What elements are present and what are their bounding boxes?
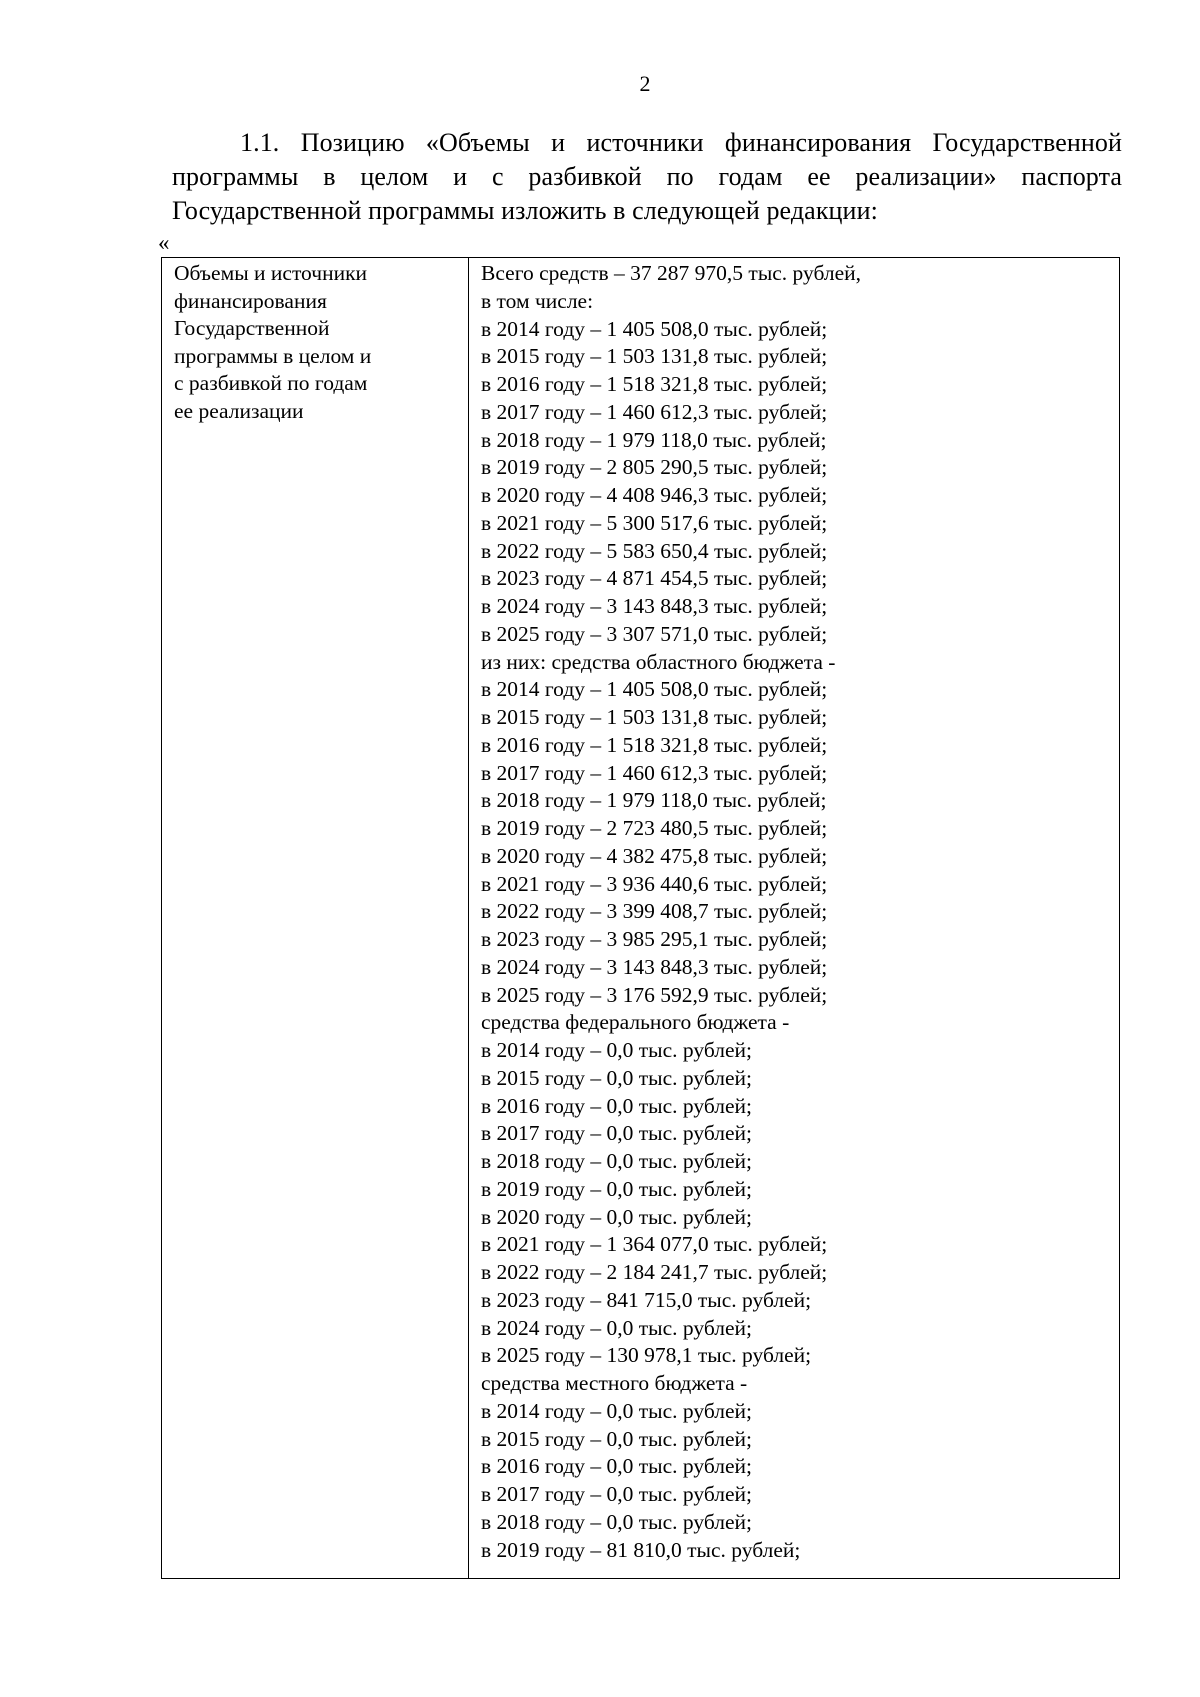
- value-line: Всего средств – 37 287 970,5 тыс. рублей,: [481, 261, 862, 285]
- value-line: в 2023 году – 3 985 295,1 тыс. рублей;: [481, 927, 828, 951]
- value-line: в 2021 году – 5 300 517,6 тыс. рублей;: [481, 510, 828, 535]
- intro-paragraph: 1.1. Позицию «Объемы и источники финансирования Государственной программы в целом и с разбивкой по годам ее реализации» паспорта Государственной программы изложить в следующей редакции:: [172, 128, 1122, 225]
- value-line: в 2022 году – 2 184 241,7 тыс. рублей;: [481, 1260, 828, 1284]
- value-line: в 2017 году – 0,0 тыс. рублей;: [481, 1482, 752, 1506]
- label-line: Объемы и источники: [174, 261, 368, 285]
- value-line: в 2016 году – 1 518 321,8 тыс. рублей;: [481, 732, 828, 757]
- value-line: в том числе:: [481, 288, 594, 313]
- value-line: в 2014 году – 1 405 508,0 тыс. рублей;: [481, 677, 828, 702]
- value-line: в 2021 году – 3 936 440,6 тыс. рублей;: [481, 871, 828, 896]
- value-line: в 2025 году – 130 978,1 тыс. рублей;: [481, 1343, 812, 1368]
- value-line: в 2022 году – 5 583 650,4 тыс. рублей;: [481, 538, 828, 563]
- value-line: в 2014 году – 0,0 тыс. рублей;: [481, 1398, 752, 1423]
- value-line: в 2020 году – 4 382 475,8 тыс. рублей;: [481, 843, 828, 868]
- value-line: в 2018 году – 1 979 118,0 тыс. рублей;: [481, 427, 827, 452]
- value-line: в 2017 году – 1 460 612,3 тыс. рублей;: [481, 399, 828, 424]
- value-line: средства местного бюджета -: [481, 1371, 748, 1395]
- label-line: программы в целом и: [174, 343, 372, 368]
- value-line: в 2014 году – 1 405 508,0 тыс. рублей;: [481, 316, 828, 341]
- value-line: в 2018 году – 0,0 тыс. рублей;: [481, 1149, 752, 1173]
- value-line: в 2016 году – 1 518 321,8 тыс. рублей;: [481, 372, 828, 396]
- value-line: в 2024 году – 3 143 848,3 тыс. рублей;: [481, 954, 828, 979]
- value-line: в 2024 году – 3 143 848,3 тыс. рублей;: [481, 594, 828, 618]
- value-line: в 2025 году – 3 307 571,0 тыс. рублей;: [481, 621, 828, 646]
- value-line: в 2015 году – 0,0 тыс. рублей;: [481, 1426, 752, 1451]
- value-line: в 2014 году – 0,0 тыс. рублей;: [481, 1038, 752, 1062]
- value-line: в 2018 году – 0,0 тыс. рублей;: [481, 1509, 752, 1534]
- value-line: в 2023 году – 4 871 454,5 тыс. рублей;: [481, 566, 828, 591]
- value-line: в 2019 году – 2 805 290,5 тыс. рублей;: [481, 455, 828, 480]
- label-line: с разбивкой по годам: [174, 371, 368, 395]
- value-line: в 2022 году – 3 399 408,7 тыс. рублей;: [481, 899, 828, 924]
- value-line: в 2020 году – 4 408 946,3 тыс. рублей;: [481, 483, 828, 507]
- value-line: в 2019 году – 0,0 тыс. рублей;: [481, 1176, 752, 1201]
- value-line: в 2019 году – 2 723 480,5 тыс. рублей;: [481, 816, 828, 840]
- value-line: в 2017 году – 0,0 тыс. рублей;: [481, 1121, 752, 1146]
- opening-quote-mark: «: [158, 230, 170, 255]
- value-line: в 2021 году – 1 364 077,0 тыс. рублей;: [481, 1232, 828, 1257]
- value-line: в 2015 году – 1 503 131,8 тыс. рублей;: [481, 705, 828, 729]
- value-line: в 2020 году – 0,0 тыс. рублей;: [481, 1204, 752, 1229]
- label-line: финансирования: [174, 288, 327, 313]
- value-line: в 2015 году – 0,0 тыс. рублей;: [481, 1065, 752, 1090]
- value-line: из них: средства областного бюджета -: [481, 649, 836, 674]
- financing-table: [161, 257, 1120, 1579]
- value-line: в 2017 году – 1 460 612,3 тыс. рублей;: [481, 760, 828, 785]
- value-line: в 2023 году – 841 715,0 тыс. рублей;: [481, 1287, 812, 1312]
- label-line: Государственной: [174, 316, 330, 340]
- page-number: 2: [639, 71, 651, 96]
- table-value-cell: [469, 258, 1119, 1578]
- table-label-cell: [162, 258, 469, 1578]
- value-line: в 2016 году – 0,0 тыс. рублей;: [481, 1454, 752, 1479]
- value-line: в 2025 году – 3 176 592,9 тыс. рублей;: [481, 982, 828, 1007]
- label-line: ее реализации: [174, 398, 304, 423]
- value-line: в 2015 году – 1 503 131,8 тыс. рублей;: [481, 344, 828, 369]
- value-line: средства федерального бюджета -: [481, 1010, 790, 1035]
- value-line: в 2018 году – 1 979 118,0 тыс. рублей;: [481, 788, 827, 813]
- value-line: в 2024 году – 0,0 тыс. рублей;: [481, 1315, 752, 1340]
- value-line: в 2019 году – 81 810,0 тыс. рублей;: [481, 1537, 801, 1562]
- value-line: в 2016 году – 0,0 тыс. рублей;: [481, 1093, 752, 1118]
